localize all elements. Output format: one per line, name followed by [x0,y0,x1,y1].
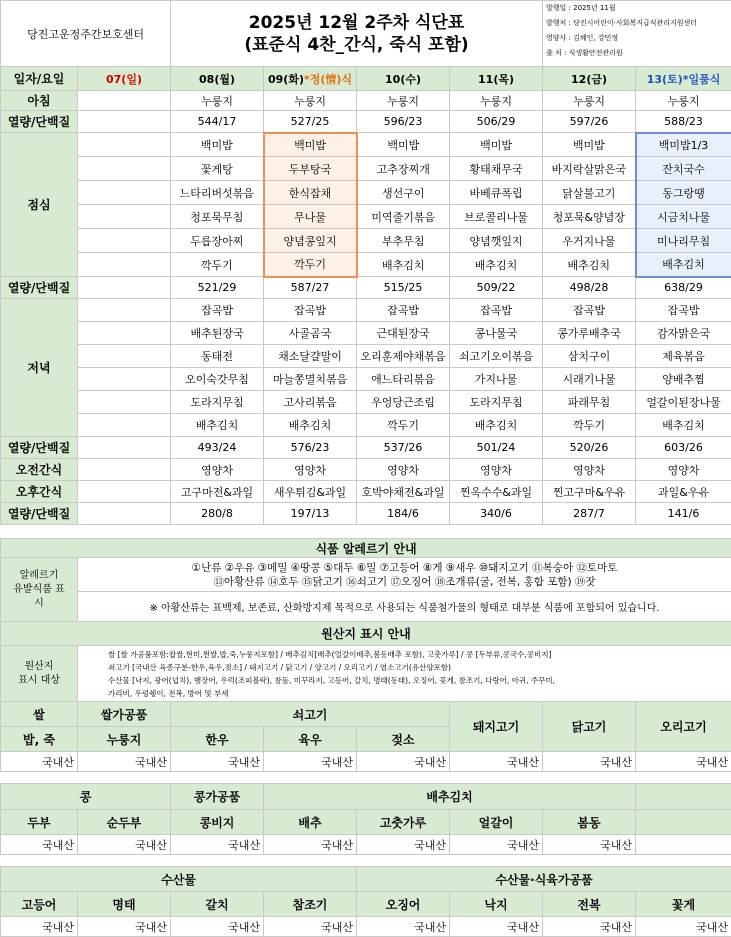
lunch-label: 점심 [1,133,78,277]
menu-cell [78,181,171,205]
menu-cell: 누룽지 [636,91,731,111]
menu-cell: 영양차 [171,459,264,481]
origin-sub: 참조기 [264,892,357,917]
origin-sub: 밥, 죽 [1,727,78,752]
origin-value: 국내산 [78,917,171,937]
menu-cell: 양배추찜 [636,368,731,391]
menu-cell [78,391,171,414]
origin-head: 닭고기 [543,702,636,752]
kcal-cell: 537/26 [357,437,450,459]
kcal-cell: 340/6 [450,503,543,525]
menu-cell: 황태채무국 [450,157,543,181]
kcal-cell [78,111,171,133]
menu-cell [78,157,171,181]
origin-head: 수산물·식육가공품 [357,867,731,892]
menu-cell: 과일&우유 [636,481,731,503]
kcal-cell: 197/13 [264,503,357,525]
menu-cell: 오이숙갓무침 [171,368,264,391]
origin-sub-empty [636,810,731,835]
pm-snack-row [1,481,731,503]
menu-cell: 깍두기 [357,414,450,437]
kcal-cell [78,503,171,525]
spacer [1,855,731,867]
menu-cell: 백미밥 [357,133,450,157]
menu-cell: 쇠고기오이볶음 [450,345,543,368]
allergy-list: ①난류 ②우유 ③메밀 ④땅콩 ⑤대두 ⑥밀 ⑦고등어 ⑧게 ⑨새우 ⑩돼지고기 ⑪복숭아 ⑫토마토 ⑬아황산류 ⑭호두 ⑮닭고기 ⑯쇠고기 ⑰오징어 ⑱조개류(굴, 전복, 홍합 포함) ⑲잣 [78,558,731,592]
kcal-cell: 515/25 [357,277,450,299]
menu-cell: 잡곡밥 [636,299,731,322]
lunch-section [1,133,731,277]
origin-value: 국내산 [543,752,636,772]
menu-cell: 배추김치 [264,414,357,437]
origin-sub: 두부 [1,810,78,835]
kcal-label: 열량/단백질 [1,437,78,459]
pm-snack-label: 오후간식 [1,481,78,503]
sat-note: *일품식 [683,73,721,86]
menu-cell: 배추김치 [636,414,731,437]
menu-cell [78,253,171,277]
menu-cell: 찐옥수수&과일 [450,481,543,503]
menu-cell: 도라지무침 [171,391,264,414]
origin-head-empty [636,784,731,810]
menu-cell: 청포묵&양념장 [543,205,636,229]
menu-cell: 채소달걀말이 [264,345,357,368]
menu-cell: 사골곰국 [264,322,357,345]
day-header-thu: 11(목) [450,67,543,91]
origin-value: 국내산 [1,835,78,855]
origin-section-title: 원산지 표시 안내 [1,622,731,646]
origin-sub: 꽃게 [636,892,731,917]
menu-cell: 누룽지 [264,91,357,111]
menu-cell [78,205,171,229]
dinner-label: 저녁 [1,299,78,437]
menu-cell: 감자맑은국 [636,322,731,345]
menu-cell: 깍두기 [171,253,264,277]
menu-cell: 누룽지 [357,91,450,111]
menu-cell: 도라지무침 [450,391,543,414]
menu-cell: 새우튀김&과일 [264,481,357,503]
menu-cell: 두릅장아찌 [171,229,264,253]
kcal-cell: 184/6 [357,503,450,525]
origin-value: 국내산 [543,917,636,937]
menu-cell: 배추김치 [357,253,450,277]
origin-value: 국내산 [264,917,357,937]
breakfast-kcal-row [1,111,731,133]
allergy-notice: ※ 아황산류는 표백제, 보존료, 산화방지제 목적으로 사용되는 식품첨가물의 형태로 대부분 식품에 포함되어 있습니다. [78,592,731,622]
origin-head: 쌀가공품 [78,702,171,727]
menu-cell: 깍두기 [543,414,636,437]
menu-cell: 누룽지 [450,91,543,111]
origin-value: 국내산 [450,752,543,772]
origin-value: 국내산 [264,752,357,772]
menu-cell: 브로콜리나물 [450,205,543,229]
menu-cell: 미역줄기볶음 [357,205,450,229]
lunch-row [1,205,731,229]
kcal-cell: 588/23 [636,111,731,133]
kcal-cell: 527/25 [264,111,357,133]
menu-cell: 배추김치 [450,414,543,437]
menu-cell: 동그랑땡 [636,181,731,205]
lunch-row [1,229,731,253]
kcal-label: 열량/단백질 [1,503,78,525]
menu-cell: 누룽지 [171,91,264,111]
origin-sub: 배추 [264,810,357,835]
menu-cell: 영양차 [264,459,357,481]
origin-value: 국내산 [78,752,171,772]
day-header-sat: 13(토)*일품식 [636,67,731,91]
tue-note: *정(情)식 [304,73,352,86]
origin-head: 수산물 [1,867,357,892]
kcal-cell: 576/23 [264,437,357,459]
kcal-cell: 287/7 [543,503,636,525]
menu-cell: 오리훈제야채볶음 [357,345,450,368]
menu-cell: 백미밥 [264,133,357,157]
lunch-row [1,133,731,157]
menu-cell [78,459,171,481]
menu-cell: 느타리버섯볶음 [171,181,264,205]
menu-cell: 배추김치 [543,253,636,277]
menu-cell [78,299,171,322]
kcal-cell: 603/26 [636,437,731,459]
menu-cell: 백미밥 [171,133,264,157]
kcal-label: 열량/단백질 [1,111,78,133]
center-name: 당진고운정주간보호센터 [1,1,171,67]
origin-value: 국내산 [357,917,450,937]
lunch-kcal-row [1,277,731,299]
menu-cell: 깍두기 [264,253,357,277]
day-header-mon: 08(월) [171,67,264,91]
allergy-label: 알레르기 유발식품 표 시 [1,558,78,622]
origin-head: 쌀 [1,702,78,727]
breakfast-row [1,91,731,111]
kcal-cell [78,277,171,299]
day-header-fri: 12(금) [543,67,636,91]
info-line: 출 처 : 식생활안전관리원 [546,46,731,61]
origin-sub: 오징어 [357,892,450,917]
title-line1: 2025년 12월 2주차 식단표 [171,12,542,34]
menu-cell: 잔치국수 [636,157,731,181]
menu-cell: 한식잡채 [264,181,357,205]
spacer [1,772,731,784]
lunch-row [1,157,731,181]
menu-cell: 영양차 [357,459,450,481]
origin-targets: 쌀 [쌀 가공품포함:찹쌀,현미,찐쌀,밥,죽,누룽지포함] / 배추김치[배추(얼갈이배추,봄동배추 포함), 고춧가루] / 콩 [두부류,콩국수,콩비지] 쇠고기 [국내산 육종구분-한우,육우,젖소] / 돼지고기 / 닭고기 / 양고기 / 오리고기 / 염소고기(유산양포함) 수산물 [낙지, 광어(넙치), 뱀장어, 우럭(조피볼락), 참돔, 미꾸라지, 고등어, 갈치, 명태(동태), 오징어, 꽃게, 참조기, 다랑어, 아귀, 주꾸미, 가리비, 우렁쉥이, 전복, 방어 및 부세 [78,646,731,702]
allergy-section-title: 식품 알레르기 안내 [1,539,731,558]
lunch-row [1,181,731,205]
menu-cell: 배추김치 [171,414,264,437]
menu-cell: 삼치구이 [543,345,636,368]
day-header-tue: 09(화)*정(情)식 [264,67,357,91]
menu-cell: 애느타리볶음 [357,368,450,391]
menu-cell: 우엉당근조림 [357,391,450,414]
menu-cell: 무나물 [264,205,357,229]
origin-domestic-row [1,752,731,772]
info-line: 영양사 : 김혜인, 강민정 [546,31,731,46]
menu-cell [78,133,171,157]
menu-cell: 얼갈이된장나물 [636,391,731,414]
dinner-row [1,368,731,391]
menu-cell [78,414,171,437]
menu-cell: 바지락살맑은국 [543,157,636,181]
origin-head: 콩 [1,784,171,810]
menu-cell: 미나리무침 [636,229,731,253]
origin-sub: 명태 [78,892,171,917]
menu-cell [78,368,171,391]
title-line2: (표준식 4찬_간식, 죽식 포함) [171,34,542,56]
dinner-kcal-row [1,437,731,459]
menu-cell [78,91,171,111]
menu-cell: 배추김치 [636,253,731,277]
origin-value: 국내산 [357,835,450,855]
origin-value: 국내산 [636,917,731,937]
info-line: 발행처 : 당진시어린이·사회복지급식관리지원센터 [546,16,731,31]
day-header-wed: 10(수) [357,67,450,91]
am-snack-row [1,459,731,481]
origin-value: 국내산 [357,752,450,772]
origin-head: 쇠고기 [171,702,450,727]
kcal-cell: 521/29 [171,277,264,299]
kcal-cell: 587/27 [264,277,357,299]
origin-value: 국내산 [1,752,78,772]
origin-domestic-row [1,835,731,855]
menu-cell: 생선구이 [357,181,450,205]
menu-cell: 양념콩잎지 [264,229,357,253]
menu-cell: 배추된장국 [171,322,264,345]
menu-cell: 배추김치 [450,253,543,277]
origin-sub: 갈치 [171,892,264,917]
menu-cell: 마늘쫑멸치볶음 [264,368,357,391]
menu-cell: 양념깻잎지 [450,229,543,253]
menu-cell [78,481,171,503]
menu-cell: 콩나물국 [450,322,543,345]
origin-value: 국내산 [78,835,171,855]
origin-value-empty [636,835,731,855]
menu-cell [78,322,171,345]
menu-cell: 누룽지 [543,91,636,111]
am-snack-label: 오전간식 [1,459,78,481]
dinner-row [1,391,731,414]
origin-sub: 한우 [171,727,264,752]
menu-cell: 영양차 [450,459,543,481]
info-line: 발행일 : 2025년 11월 [546,1,731,16]
origin-sub: 순두부 [78,810,171,835]
menu-cell: 찐고구마&우유 [543,481,636,503]
breakfast-label: 아침 [1,91,78,111]
menu-cell: 제육볶음 [636,345,731,368]
menu-cell: 꽃게탕 [171,157,264,181]
menu-cell: 콩가루배추국 [543,322,636,345]
origin-head: 배추김치 [264,784,636,810]
dinner-row [1,345,731,368]
spacer [1,525,731,539]
origin-value: 국내산 [450,835,543,855]
kcal-cell: 493/24 [171,437,264,459]
dinner-row [1,322,731,345]
kcal-cell: 280/8 [171,503,264,525]
origin-head: 돼지고기 [450,702,543,752]
origin-sub: 고춧가루 [357,810,450,835]
origin-head: 콩가공품 [171,784,264,810]
origin-sub: 전복 [543,892,636,917]
menu-cell: 고사리볶음 [264,391,357,414]
kcal-label: 열량/단백질 [1,277,78,299]
kcal-cell: 544/17 [171,111,264,133]
origin-sub: 낙지 [450,892,543,917]
menu-cell: 파래무침 [543,391,636,414]
menu-cell: 잡곡밥 [450,299,543,322]
origin-sub: 육우 [264,727,357,752]
menu-cell [78,229,171,253]
dinner-row [1,299,731,322]
menu-cell: 잡곡밥 [171,299,264,322]
publication-info [543,1,731,67]
menu-cell: 백미밥1/3 [636,133,731,157]
menu-cell: 잡곡밥 [543,299,636,322]
kcal-cell: 509/22 [450,277,543,299]
kcal-cell: 638/29 [636,277,731,299]
origin-sub: 콩비지 [171,810,264,835]
kcal-cell: 506/29 [450,111,543,133]
menu-cell: 가지나물 [450,368,543,391]
origin-value: 국내산 [1,917,78,937]
origin-label: 원산지 표시 대상 [1,646,78,702]
menu-cell: 닭살불고기 [543,181,636,205]
kcal-cell: 596/23 [357,111,450,133]
menu-cell: 부추무침 [357,229,450,253]
menu-cell: 호박야채전&과일 [357,481,450,503]
origin-value: 국내산 [636,752,731,772]
menu-cell: 고구마전&과일 [171,481,264,503]
dinner-row [1,414,731,437]
origin-value: 국내산 [264,835,357,855]
menu-cell: 동태전 [171,345,264,368]
origin-sub: 고등어 [1,892,78,917]
origin-sub: 봄동 [543,810,636,835]
date-header-label: 일자/요일 [1,67,78,91]
menu-cell: 시금치나물 [636,205,731,229]
origin-value: 국내산 [171,835,264,855]
menu-cell: 백미밥 [543,133,636,157]
lunch-row [1,253,731,277]
menu-cell: 시래기나물 [543,368,636,391]
origin-value: 국내산 [543,835,636,855]
dinner-section [1,299,731,437]
day-header-sun: 07(일) [78,67,171,91]
menu-cell: 근대된장국 [357,322,450,345]
origin-value: 국내산 [450,917,543,937]
origin-sub: 누룽지 [78,727,171,752]
menu-cell: 고추장찌개 [357,157,450,181]
kcal-cell: 498/28 [543,277,636,299]
kcal-cell: 520/26 [543,437,636,459]
kcal-cell: 501/24 [450,437,543,459]
menu-cell: 우거지나물 [543,229,636,253]
origin-sub: 얼갈이 [450,810,543,835]
menu-cell: 바베큐폭립 [450,181,543,205]
kcal-cell: 597/26 [543,111,636,133]
origin-sub: 젖소 [357,727,450,752]
menu-title [171,1,543,67]
menu-cell: 영양차 [543,459,636,481]
kcal-cell: 141/6 [636,503,731,525]
menu-cell: 백미밥 [450,133,543,157]
origin-head: 오리고기 [636,702,731,752]
menu-cell: 잡곡밥 [264,299,357,322]
menu-cell: 영양차 [636,459,731,481]
menu-cell: 잡곡밥 [357,299,450,322]
kcal-cell [78,437,171,459]
menu-cell [78,345,171,368]
menu-cell: 두부탕국 [264,157,357,181]
snack-kcal-row [1,503,731,525]
origin-value: 국내산 [171,917,264,937]
origin-value: 국내산 [171,752,264,772]
menu-cell: 청포묵무침 [171,205,264,229]
origin-domestic-row [1,917,731,937]
